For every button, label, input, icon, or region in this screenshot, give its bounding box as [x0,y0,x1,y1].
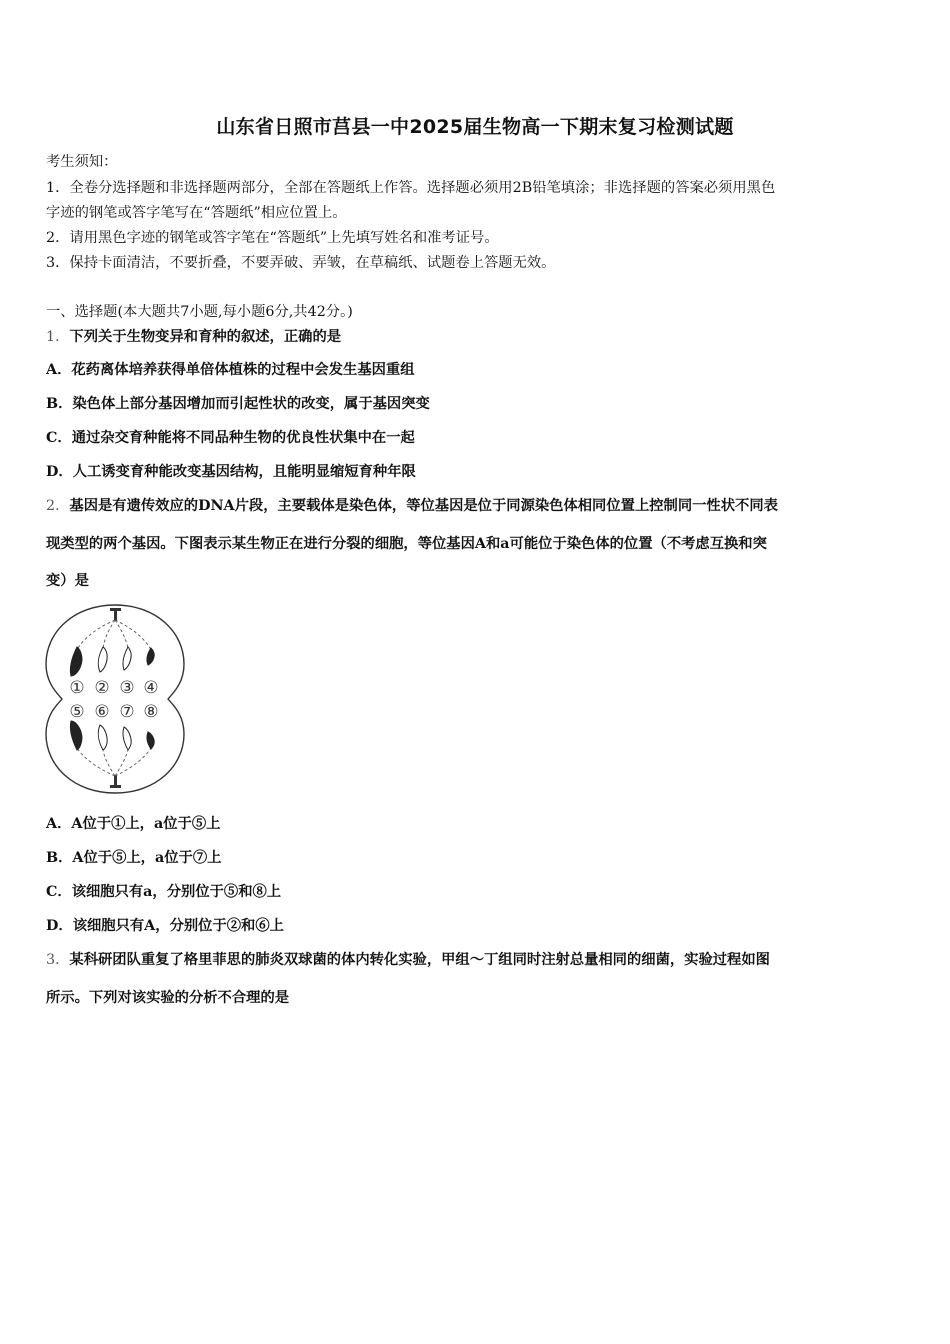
position-label: ③ [119,678,135,698]
question-1-stem [46,327,341,347]
option-text: 人工诱变育种能改变基因结构，且能明显缩短育种年限 [72,464,416,480]
option-text: 该细胞只有a，分别位于⑤和⑧上 [71,884,282,900]
notice-item: 3．保持卡面清洁，不要折叠，不要弄破、弄皱，在草稿纸、试题卷上答题无效。 [46,255,556,271]
option-letter: B． [46,396,73,412]
chromosome-7 [123,727,131,750]
question-2-option-a [46,814,220,834]
option-letter: D． [46,464,73,480]
question-number: 1． [46,329,70,345]
question-2-option-c [46,882,281,902]
option-text: 通过杂交育种能将不同品种生物的优良性状集中在一起 [71,430,415,446]
spindle-fibers-top [77,620,151,650]
chromosome-2 [98,647,107,672]
section-heading: 一、选择题(本大题共7小题,每小题6分,共42分。) [46,304,353,320]
question-text: 某科研团队重复了格里菲思的肺炎双球菌的体内转化实验，甲组～丁组同时注射总量相同的细菌，实验过程如图 [69,952,770,968]
position-label: ⑤ [69,702,85,722]
option-letter: A． [46,816,72,832]
position-label: ① [69,678,85,698]
option-letter: A． [46,362,72,378]
position-label: ⑦ [119,702,135,722]
option-text: 该细胞只有A，分别位于②和⑥上 [72,918,284,934]
notice-item: 2．请用黑色字迹的钢笔或答字笔在“答题纸”上先填写姓名和准考证号。 [46,230,499,246]
question-1-option-b [46,394,430,414]
question-number: 3． [46,952,70,968]
question-2-stem-line-3: 变）是 [46,573,89,589]
position-label: ⑥ [94,702,110,722]
centrosome-top [110,608,121,621]
question-2-stem-line-1 [46,496,778,516]
spindle-fibers-bottom [77,748,151,776]
question-2-option-b [46,848,221,868]
position-label: ④ [143,678,159,698]
chromosome-5 [70,721,82,750]
option-text: 染色体上部分基因增加而引起性状的改变，属于基因突变 [72,396,430,412]
notice-heading: 考生须知： [46,154,118,170]
question-text: 下列关于生物变异和育种的叙述，正确的是 [69,329,342,345]
chromosomes-bottom [70,721,154,750]
option-text: A位于①上，a位于⑤上 [71,816,221,832]
chromosome-4 [147,648,154,665]
option-text: 花药离体培养获得单倍体植株的过程中会发生基因重组 [71,362,415,378]
option-letter: D． [46,918,73,934]
page-title: 山东省日照市莒县一中2025届生物高一下期末复习检测试题 [216,116,734,138]
question-1-option-d [46,462,416,482]
position-label: ⑧ [143,702,159,722]
option-letter: B． [46,850,73,866]
chromosome-1 [70,647,82,676]
question-1-option-a [46,360,415,380]
position-label: ② [94,678,110,698]
cell-membrane [46,605,184,793]
chromosomes-top [70,647,154,676]
chromosome-8 [147,732,154,749]
option-letter: C． [46,430,72,446]
question-3-stem-line-1 [46,950,770,970]
question-2-stem-line-2: 现类型的两个基因。下图表示某生物正在进行分裂的细胞，等位基因A和a可能位于染色体的位置（不考虑互换和突 [46,536,767,552]
chromosome-6 [98,725,107,750]
question-3-stem-line-2: 所示。下列对该实验的分析不合理的是 [46,990,290,1006]
cell-division-figure [44,602,186,796]
question-text: 基因是有遗传效应的DNA片段，主要载体是染色体，等位基因是位于同源染色体相同位置上控制同一性状不同表 [69,498,778,514]
centrosome-bottom [110,775,121,788]
option-letter: C． [46,884,72,900]
notice-item: 字迹的钢笔或答字笔写在“答题纸”相应位置上。 [46,205,347,221]
chromosome-3 [123,647,131,670]
question-number: 2． [46,498,70,514]
question-2-option-d [46,916,284,936]
notice-item: 1．全卷分选择题和非选择题两部分，全部在答题纸上作答。选择题必须用2B铅笔填涂；非选择题的答案必须用黑色 [46,180,776,196]
question-1-option-c [46,428,415,448]
option-text: A位于⑤上，a位于⑦上 [72,850,222,866]
